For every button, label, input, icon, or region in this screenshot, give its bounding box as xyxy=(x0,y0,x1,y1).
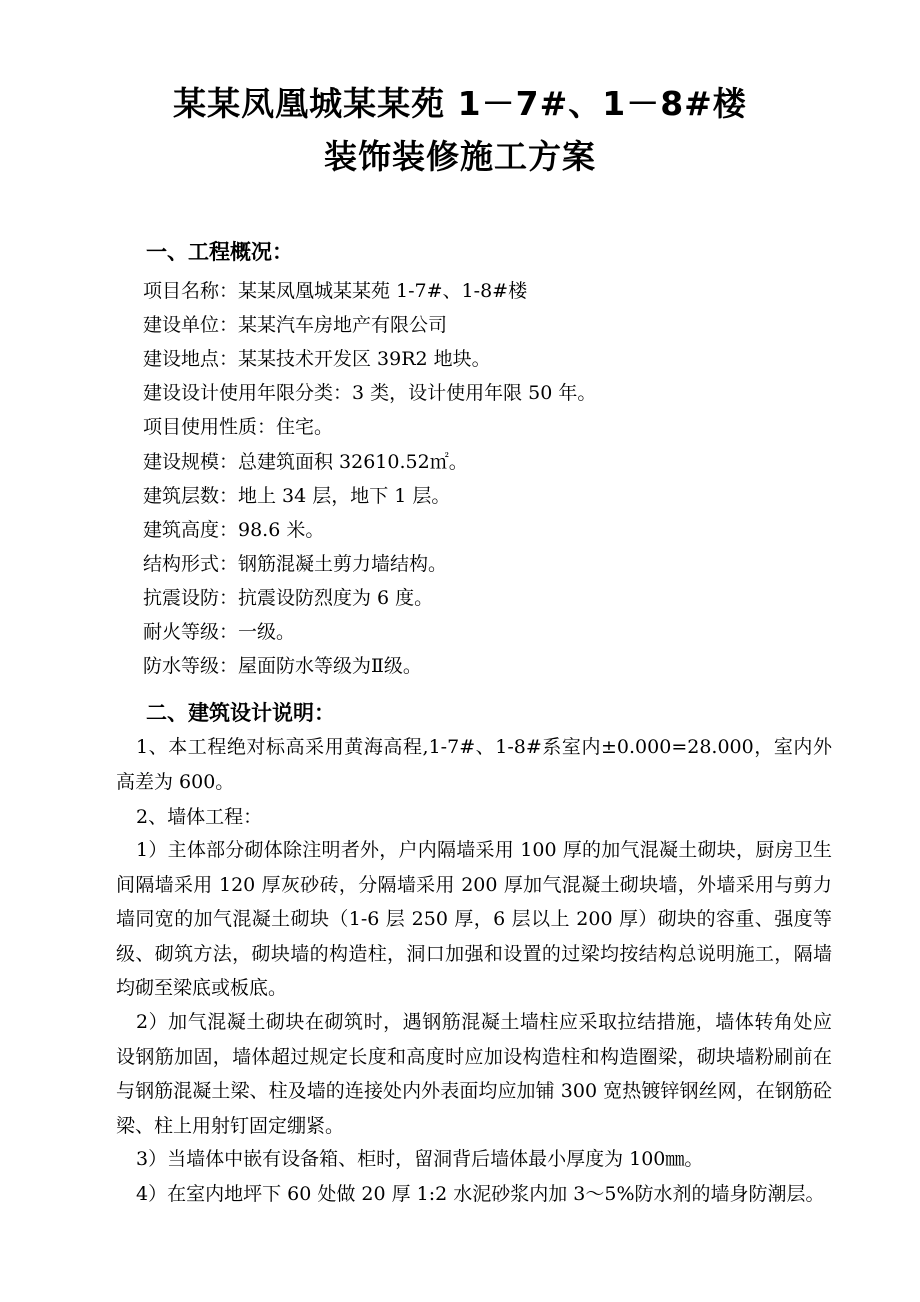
document-title-line1: 某某凤凰城某某苑 1－7#、1－8#楼 xyxy=(173,84,747,123)
overview-item: 建设地点：某某技术开发区 39R2 地块。 xyxy=(143,348,491,370)
overview-item: 建筑高度：98.6 米。 xyxy=(143,519,325,541)
overview-item: 抗震设防：抗震设防烈度为 6 度。 xyxy=(143,587,434,609)
design-paragraph: 2）加气混凝土砌块在砌筑时，遇钢筋混凝土墙柱应采取拉结措施，墙体转角处应设钢筋加固，墙体超过规定长度和高度时应加设构造柱和构造圈梁，砌块墙粉刷前在与钢筋混凝土梁、柱及墙的连接处内外表面均应加铺 300 宽热镀锌钢丝网，在钢筋砼梁、柱上用射钉固定绷紧。 xyxy=(116,1011,832,1137)
design-paragraph: 4）在室内地坪下 60 处做 20 厚 1:2 水泥砂浆内加 3～5%防水剂的墙身防潮层。 xyxy=(136,1183,825,1205)
design-paragraph: 1、本工程绝对标高采用黄海高程,1-7#、1-8#系室内±0.000=28.000，室内外高差为 600。 xyxy=(116,736,832,793)
overview-item: 项目使用性质：住宅。 xyxy=(143,416,334,438)
design-paragraph: 1）主体部分砌体除注明者外，户内隔墙采用 100 厚的加气混凝土砌块，厨房卫生间隔墙采用 120 厚灰砂砖，分隔墙采用 200 厚加气混凝土砌块墙，外墙采用与剪力墙同宽的加气混凝土砌块（1-6 层 250 厚，6 层以上 200 厚）砌块的容重、强度等级、砌筑方法，砌块墙的构造柱，洞口加强和设置的过梁均按结构总说明施工，隔墙均砌至梁底或板底。 xyxy=(116,839,832,999)
overview-item: 建设设计使用年限分类：3 类，设计使用年限 50 年。 xyxy=(143,382,597,404)
design-subheading: 2、墙体工程： xyxy=(136,806,263,828)
design-paragraph: 3）当墙体中嵌有设备箱、柜时，留洞背后墙体最小厚度为 100㎜。 xyxy=(136,1148,704,1170)
section-heading-design: 二、建筑设计说明： xyxy=(146,701,335,725)
overview-item: 建设单位：某某汽车房地产有限公司 xyxy=(143,314,448,336)
overview-item: 建设规模：总建筑面积 32610.52㎡。 xyxy=(143,451,468,473)
overview-item: 结构形式：钢筋混凝土剪力墙结构。 xyxy=(143,553,448,575)
section-heading-overview: 一、工程概况： xyxy=(146,240,293,264)
overview-item: 耐火等级：一级。 xyxy=(143,621,296,643)
overview-item: 项目名称：某某凤凰城某某苑 1-7#、1-8#楼 xyxy=(143,280,528,302)
overview-item: 防水等级：屋面防水等级为Ⅱ级。 xyxy=(143,655,422,677)
document-title-line2: 装饰装修施工方案 xyxy=(324,137,596,176)
overview-item: 建筑层数：地上 34 层，地下 1 层。 xyxy=(143,485,451,507)
